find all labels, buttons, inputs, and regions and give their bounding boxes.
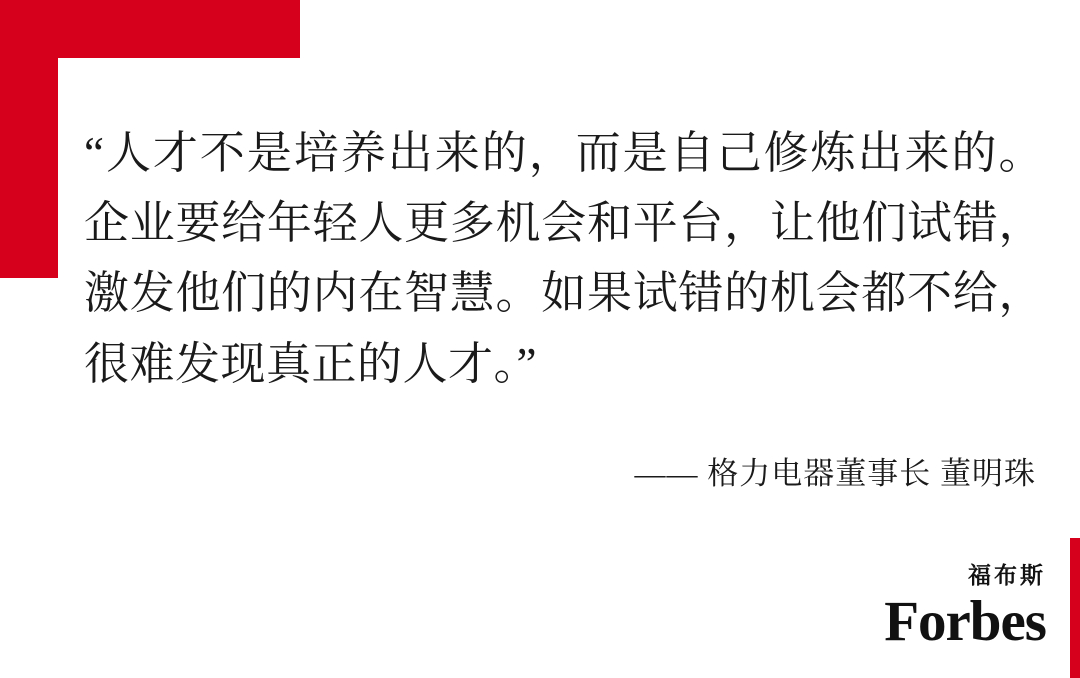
red-corner-bottom-right-bar <box>1070 538 1080 678</box>
forbes-logo-chinese: 福布斯 <box>968 563 1046 588</box>
quote-text: “人才不是培养出来的，而是自己修炼出来的。企业要给年轻人更多机会和平台，让他们试错，激发他们的内在智慧。如果试错的机会都不给，很难发现真正的人才。” <box>84 128 1044 389</box>
quote-attribution: —— 格力电器董事长 董明珠 <box>634 456 1036 491</box>
forbes-logo <box>884 563 1046 653</box>
red-corner-left-bar <box>0 0 58 278</box>
forbes-logo-english: Forbes <box>884 590 1046 653</box>
